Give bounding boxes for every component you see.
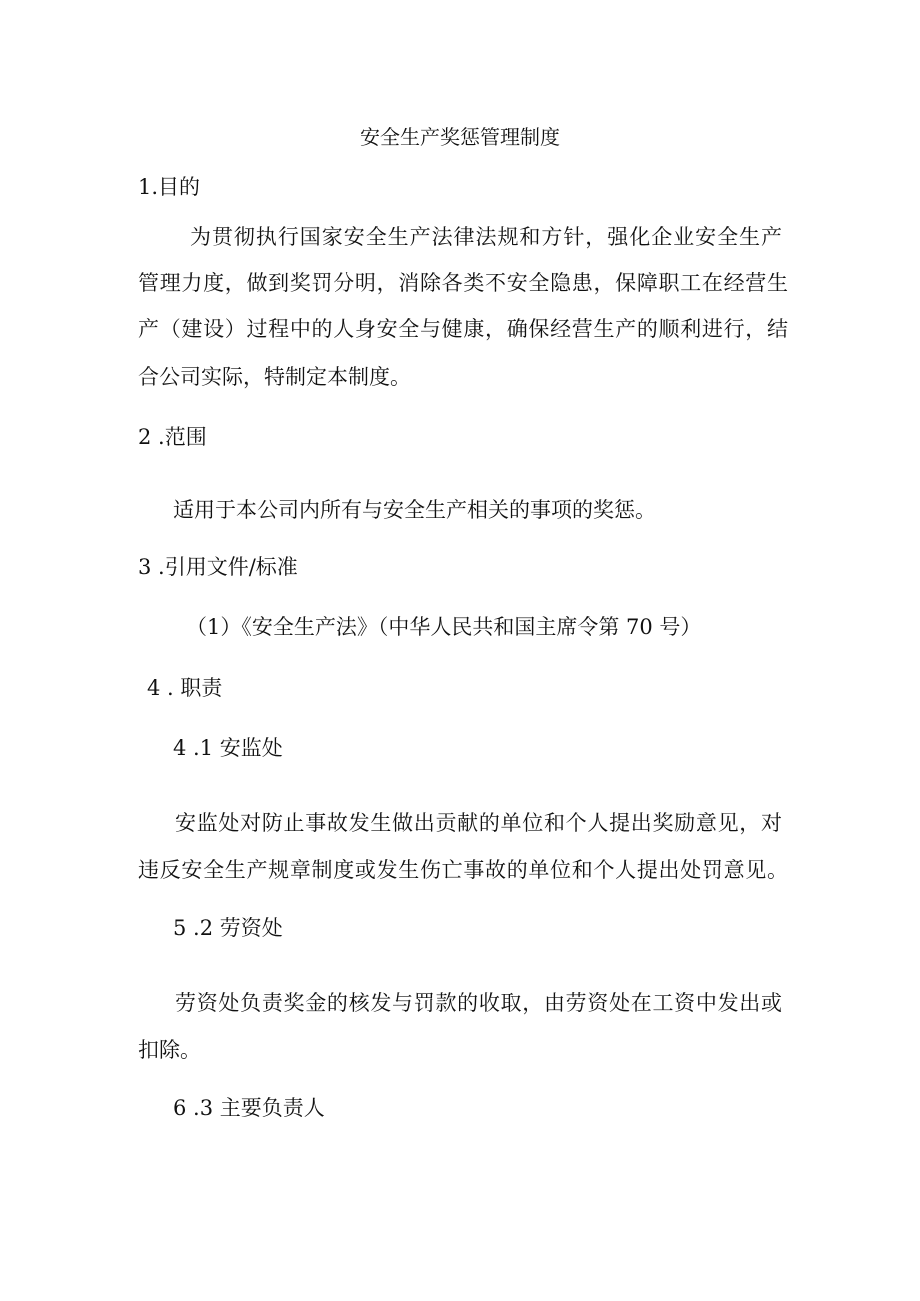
section-3-heading: 3 .引用文件/标准 — [138, 555, 298, 579]
section-4-2-heading: 5 .2 劳资处 — [173, 916, 283, 940]
section-4-2-paragraph-line-1: 劳资处负责奖金的核发与罚款的收取，由劳资处在工资中发出或 — [175, 991, 782, 1015]
section-2-paragraph: 适用于本公司内所有与安全生产相关的事项的奖惩。 — [173, 498, 656, 522]
section-1-heading: 1.目的 — [138, 175, 201, 199]
section-3-item-1: （1）《安全生产法》（中华人民共和国主席令第 70 号） — [186, 615, 702, 639]
section-1-paragraph-line-4: 合公司实际，特制定本制度。 — [138, 365, 411, 389]
section-4-1-paragraph-line-1: 安监处对防止事故发生做出贡献的单位和个人提出奖励意见，对 — [175, 811, 782, 835]
section-1-paragraph-line-3: 产（建设）过程中的人身安全与健康，确保经营生产的顺利进行，结 — [138, 317, 788, 341]
section-4-1-heading: 4 .1 安监处 — [173, 736, 283, 760]
document-title: 安全生产奖惩管理制度 — [360, 125, 560, 149]
section-1-paragraph-line-1: 为贯彻执行国家安全生产法律法规和方针，强化企业安全生产 — [190, 225, 782, 249]
section-1-paragraph-line-2: 管理力度，做到奖罚分明，消除各类不安全隐患，保障职工在经营生 — [138, 271, 788, 295]
section-4-heading: 4 . 职责 — [147, 676, 223, 700]
section-4-1-paragraph-line-2: 违反安全生产规章制度或发生伤亡事故的单位和个人提出处罚意见。 — [138, 858, 788, 882]
section-2-heading: 2 .范围 — [138, 425, 207, 449]
section-4-2-paragraph-line-2: 扣除。 — [138, 1038, 201, 1062]
section-4-3-heading: 6 .3 主要负责人 — [173, 1096, 325, 1120]
